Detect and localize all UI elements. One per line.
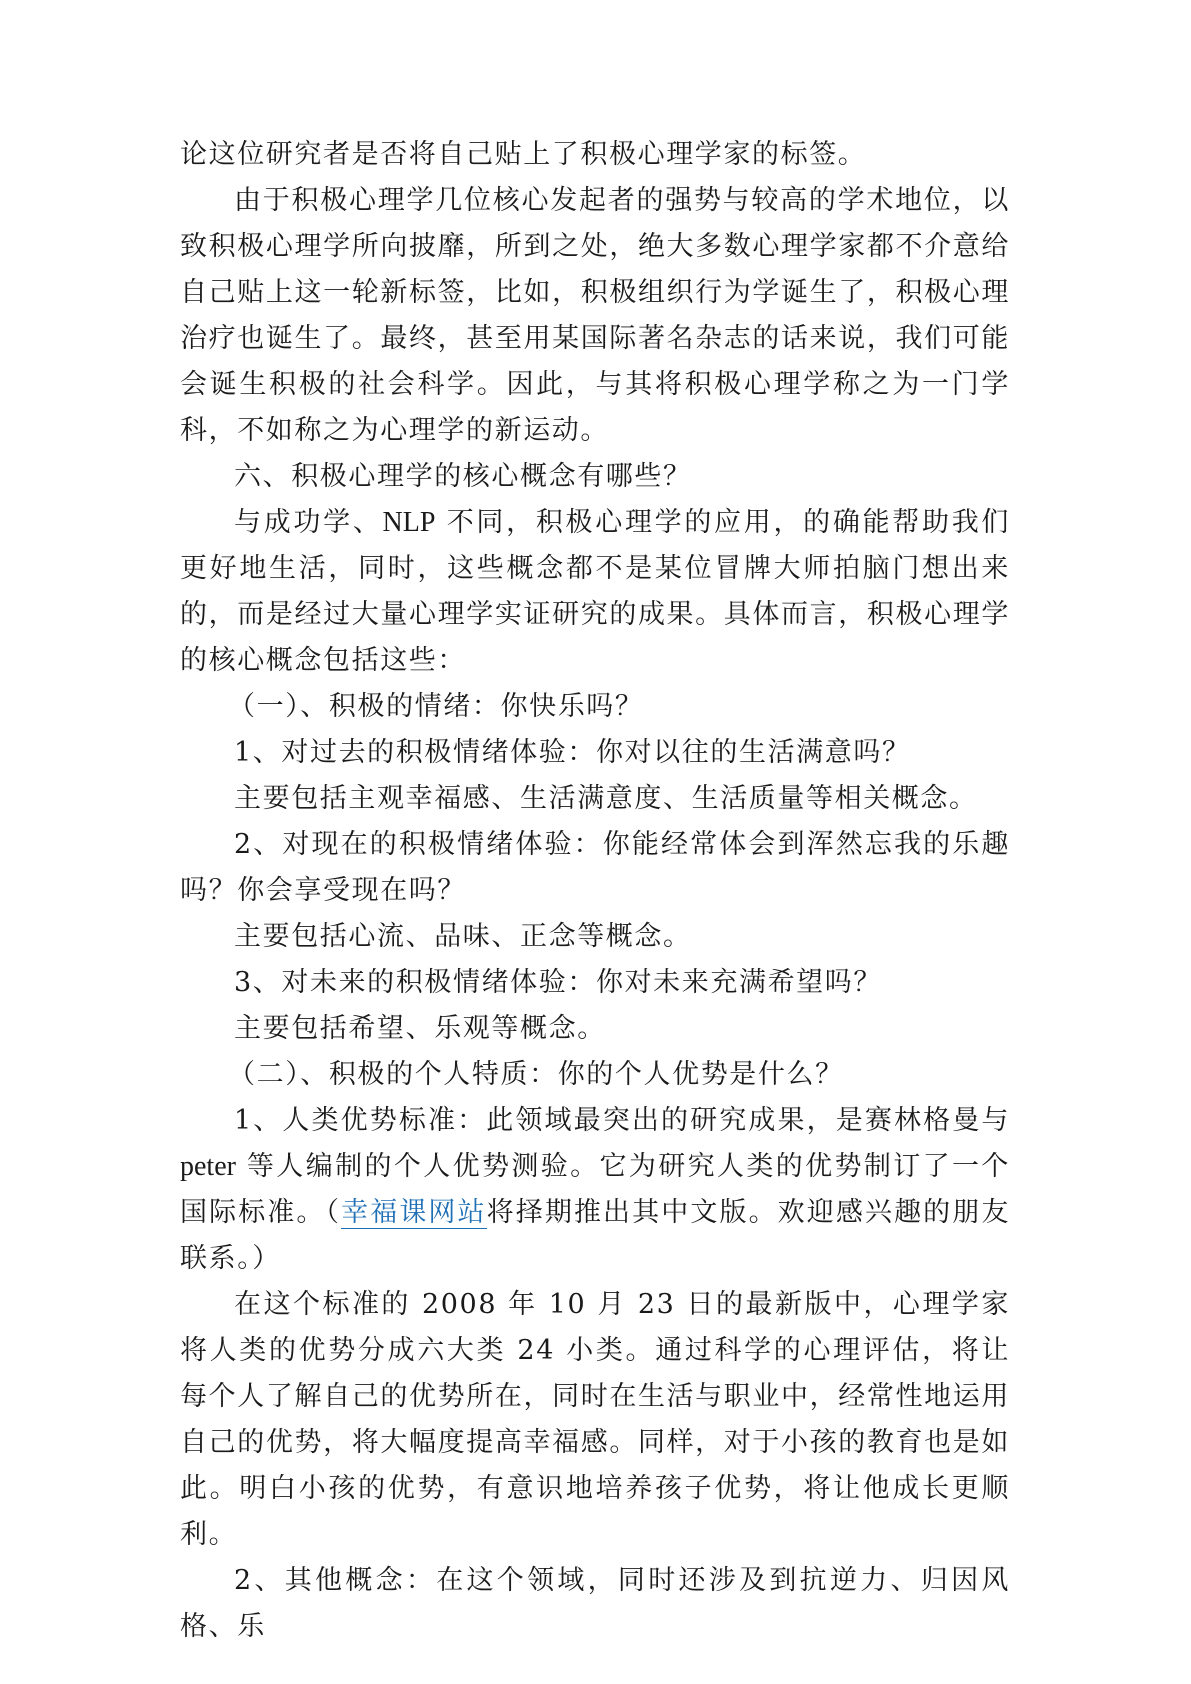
item-present-emotions: 2、对现在的积极情绪体验：你能经常体会到浑然忘我的乐趣吗？你会享受现在吗？: [180, 829, 1010, 906]
section-heading-core-concepts: 六、积极心理学的核心概念有哪些？: [234, 461, 692, 492]
happiness-course-website-link[interactable]: 幸福课网站: [341, 1197, 487, 1228]
paragraph-core-concepts-intro: 与成功学、NLP 不同，积极心理学的应用，的确能帮助我们更好地生活，同时，这些概念都不是某位冒牌大师拍脑门想出来的，而是经过大量心理学实证研究的成果。具体而言，积极心理学的核心概念包括这些：: [180, 507, 1010, 676]
item-present-emotions-detail: 主要包括心流、品味、正念等概念。: [234, 921, 692, 952]
paragraph-strengths-standard-detail: 在这个标准的 2008 年 10 月 23 日的最新版中，心理学家将人类的优势分成六大类 24 小类。通过科学的心理评估，将让每个人了解自己的优势所在，同时在生活与职业中，经常性地运用自己的优势，将大幅度提高幸福感。同样，对于小孩的教育也是如此。明白小孩的优势，有意识地培养孩子优势，将让他成长更顺利。: [180, 1289, 1010, 1550]
subheading-positive-emotions: （一）、积极的情绪：你快乐吗？: [228, 691, 644, 722]
paragraph-positive-psychology-movement: 由于积极心理学几位核心发起者的强势与较高的学术地位，以致积极心理学所向披靡，所到之处，绝大多数心理学家都不介意给自己贴上这一轮新标签，比如，积极组织行为学诞生了，积极心理治疗也诞生了。最终，甚至用某国际著名杂志的话来说，我们可能会诞生积极的社会科学。因此，与其将积极心理学称之为一门学科，不如称之为心理学的新运动。: [180, 185, 1010, 446]
paragraph-continuation: 论这位研究者是否将自己贴上了积极心理学家的标签。: [180, 139, 867, 170]
document-body: [180, 132, 1010, 1650]
subheading-personal-traits: （二）、积极的个人特质：你的个人优势是什么？: [228, 1059, 844, 1090]
item-past-emotions-detail: 主要包括主观幸福感、生活满意度、生活质量等相关概念。: [234, 783, 978, 814]
item-future-emotions: 3、对未来的积极情绪体验：你对未来充满希望吗？: [234, 967, 882, 998]
item-other-concepts: 2、其他概念：在这个领域，同时还涉及到抗逆力、归因风格、乐: [180, 1565, 1010, 1642]
item-past-emotions: 1、对过去的积极情绪体验：你对以往的生活满意吗？: [234, 737, 911, 768]
item-future-emotions-detail: 主要包括希望、乐观等概念。: [234, 1013, 606, 1044]
item-human-strengths-standard: 1、人类优势标准：此领域最突出的研究成果，是赛林格曼与peter 等人编制的个人优势测验。它为研究人类的优势制订了一个国际标准。（幸福课网站将择期推出其中文版。欢迎感兴趣的朋友联系。）: [180, 1105, 1010, 1274]
